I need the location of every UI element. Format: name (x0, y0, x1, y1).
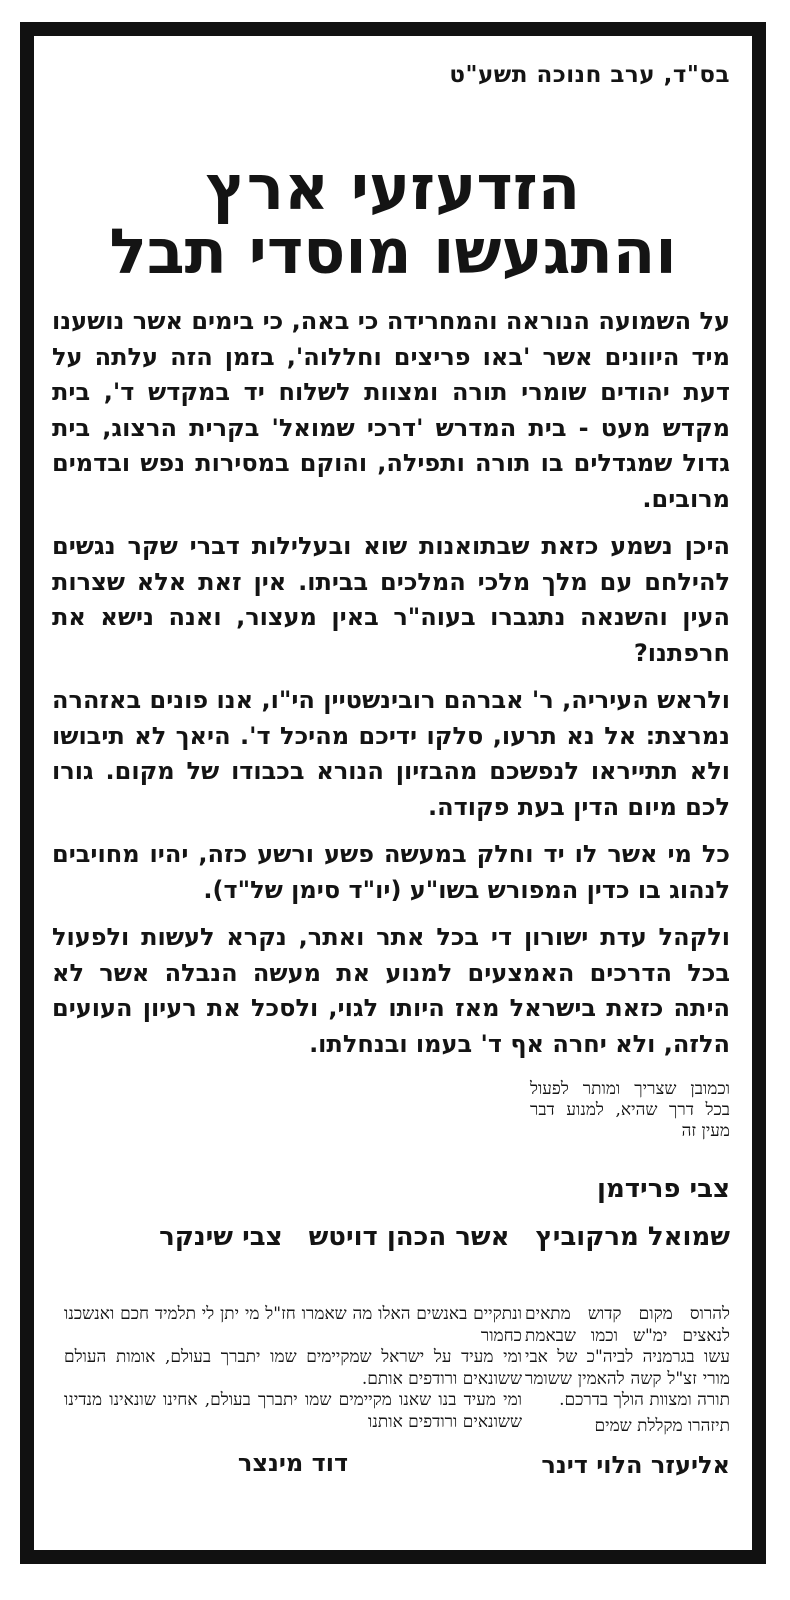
left-column-paragraph: ומי מעיד בנו שאנו מקיימים שמו יתברך בעולם, אחינו שונאינו מנדינו ששונאים ורודפים אותנו (64, 1390, 522, 1432)
paragraph: על השמועה הנוראה והמחרידה כי באה, כי בימים אשר נושענו מיד היוונים אשר 'באו פריצים וחללוה', בזמן הזה עלתה על דעת יהודים שומרי תורה ומצוות לשלוח יד במקדש ד', בית מקדש מעט - בית המדרש 'דרכי שמואל' בקרית הרצוג, בית גדול שמגדלים בו תורה ותפילה, והוקם במסירות נפש ובדמים מרובים. (52, 307, 730, 513)
notice-frame (20, 22, 766, 1564)
right-column (525, 1304, 730, 1477)
right-column-signature: אליעזר הלוי דינר (541, 1451, 730, 1479)
right-column-closing: תיזהרו מקללת שמים (594, 1415, 730, 1436)
paragraph: כל מי אשר לו יד וחלק במעשה פשע ורשע כזה, יהיו מחויבים לנהוג בו כדין המפורש בשו"ע (יו"ד סימן של"ד). (52, 840, 730, 904)
signatory: שמואל מרקוביץ (535, 1222, 730, 1252)
body-text (52, 304, 730, 1074)
left-column-paragraph: ונתקיים באנשים האלו מה שאמרו חז"ל מי יתן לי תלמיד חכם ואנשכנו כחמור (64, 1304, 522, 1346)
left-column (64, 1304, 522, 1475)
signatory: צבי שינקר (159, 1222, 283, 1252)
signatories-row (52, 1222, 730, 1252)
signature-note: וכמובן שצריך ומותר לפעול בכל דרך שהיא, למנוע דבר מעין זה (530, 1079, 730, 1141)
notice-content (34, 36, 752, 1550)
left-column-signature: דוד מינצר (237, 1449, 349, 1477)
paragraph: ולראש העיריה, ר' אברהם רובינשטיין הי"ו, אנו פונים באזהרה נמרצת: אל נא תרעו, סלקו ידיכם מהיכל ד'. היאך לא תיבושו ולא תתייראו לנפשכם מהבזיון הנורא בכבודו של מקום. גורו לכם מיום הדין בעת פקודה. (52, 686, 730, 821)
headline (54, 151, 732, 288)
signatory: אשר הכהן דויטש (308, 1222, 510, 1252)
dateline: בס"ד, ערב חנוכה תשע"ט (449, 62, 730, 88)
left-column-paragraph: ומי מעיד על ישראל שמקיימים שמו יתברך בעולם, אומות העולם ששונאים ורודפים אותם. (64, 1347, 522, 1389)
headline-line-1: הזדעזעי ארץ (205, 151, 581, 224)
paragraph: ולקהל עדת ישורון די בכל אתר ואתר, נקרא לעשות ולפעול בכל הדרכים האמצעים למנוע את מעשה הנבלה אשר לא היתה כזאת בישראל מאז היותו לגוי, ולסכל את רעיון העועים הלזה, ולא יחרה אף ד' בעמו ובנחלתו. (52, 923, 730, 1058)
paragraph: היכן נשמע כזאת שבתואנות שוא ובעלילות דברי שקר נגשים להילחם עם מלך מלכי המלכים בביתו. אין זאת אלא שצרות העין והשנאה נתגברו בעוה"ר באין מעצור, ואנה נישא את חרפתנו? (52, 532, 730, 667)
main-signatory: צבי פרידמן (597, 1174, 730, 1204)
right-column-text: להרוס מקום קדוש מתאים לנאצים ימ"ש וכמו שבאמת עשו בגרמניה לביה"כ של אבי מורי זצ"ל קשה להאמין ששומר תורה ומצוות הולך בדרכם. (525, 1304, 730, 1410)
headline-line-2: והתגעשו מוסדי תבל (109, 215, 677, 288)
